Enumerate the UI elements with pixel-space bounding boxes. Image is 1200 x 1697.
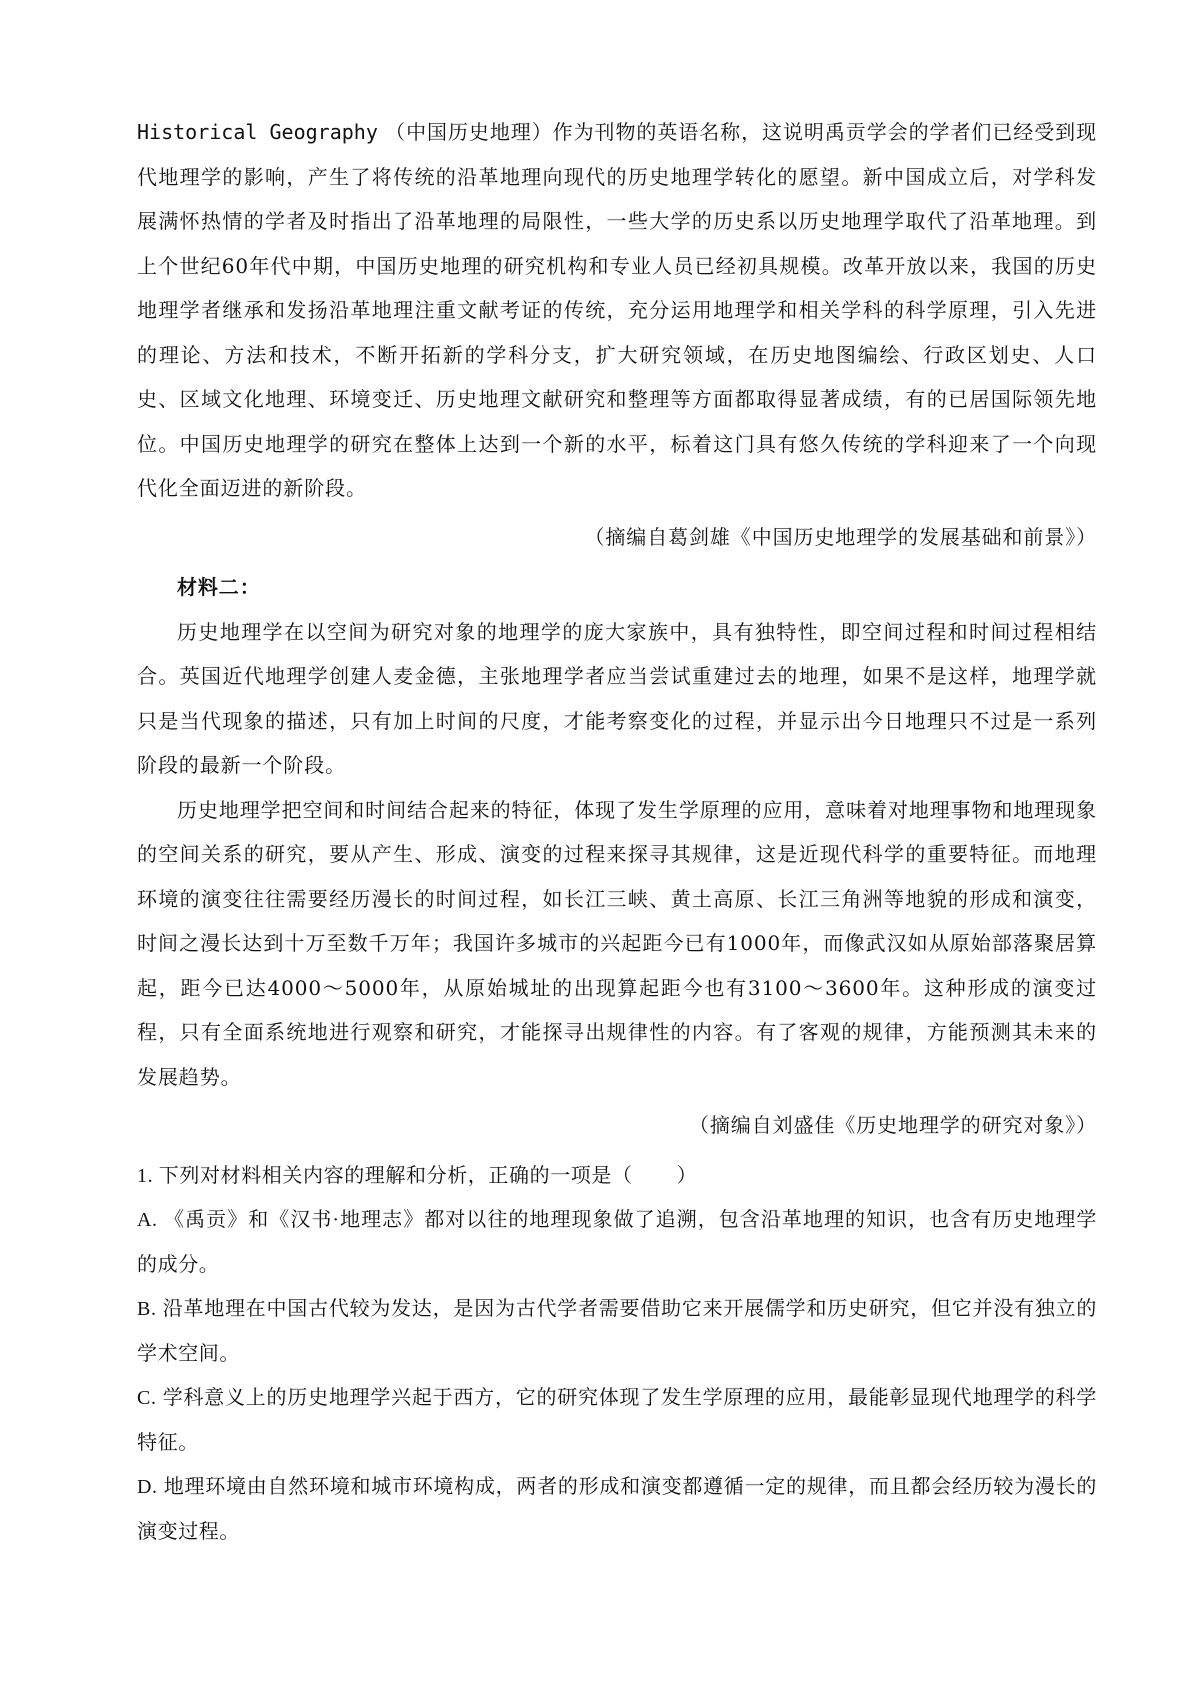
journal-english-name: Historical Geography <box>137 120 378 144</box>
question-stem-close: ） <box>676 1164 698 1187</box>
option-d <box>137 1465 1097 1554</box>
option-letter: A. <box>137 1209 158 1231</box>
option-c <box>137 1376 1097 1465</box>
option-text: 地理环境由自然环境和城市环境构成，两者的形成和演变都遵循一定的规律，而且都会经历较为漫长的演变过程。 <box>137 1476 1097 1543</box>
option-letter: B. <box>137 1298 157 1320</box>
document-content <box>137 110 1097 1554</box>
question-stem-text: 1. 下列对材料相关内容的理解和分析，正确的一项是（ <box>137 1164 633 1187</box>
material2-paragraph-2: 历史地理学把空间和时间结合起来的特征，体现了发生学原理的应用，意味着对地理事物和地理现象的空间关系的研究，要从产生、形成、演变的过程来探寻其规律，这是近现代科学的重要特征。而地理环境的演变往往需要经历漫长的时间过程，如长江三峡、黄土高原、长江三角洲等地貌的形成和演变，时间之漫长达到十万至数千万年；我国许多城市的兴起距今已有1000年，而像武汉如从原始部落聚居算起，距今已达4000～5000年，从原始城址的出现算起距今也有3100～3600年。这种形成的演变过程，只有全面系统地进行观察和研究，才能探寻出规律性的内容。有了客观的规律，方能预测其未来的发展趋势。 <box>137 797 1097 1089</box>
material1-text: （中国历史地理）作为刊物的英语名称，这说明禹贡学会的学者们已经受到现代地理学的影响，产生了将传统的沿革地理向现代的历史地理学转化的愿望。新中国成立后，对学科发展满怀热情的学者及时指出了沿革地理的局限性，一些大学的历史系以历史地理学取代了沿革地理。到上个世纪60年代中期，中国历史地理的研究机构和专业人员已经初具规模。改革开放以来，我国的历史地理学者继承和发扬沿革地理注重文献考证的传统，充分运用地理学和相关学科的科学原理，引入先进的理论、方法和技术，不断开拓新的学科分支，扩大研究领域，在历史地图编绘、行政区划史、人口史、区域文化地理、环境变迁、历史地理文献研究和整理等方面都取得显著成绩，有的已居国际领先地位。中国历史地理学的研究在整体上达到一个新的水平，标着这门具有悠久传统的学科迎来了一个向现代化全面迈进的新阶段。 <box>137 120 1097 500</box>
material1-source: （摘编自葛剑雄《中国历史地理学的发展基础和前景》） <box>584 524 1097 549</box>
material2-heading: 材料二： <box>177 575 261 599</box>
material1-paragraph <box>137 110 1097 511</box>
material2-paragraph-1: 历史地理学在以空间为研究对象的地理学的庞大家族中，具有独特性，即空间过程和时间过程相结合。英国近代地理学创建人麦金德，主张地理学者应当尝试重建过去的地理，如果不是这样，地理学就只是当代现象的描述，只有加上时间的尺度，才能考察变化的过程，并显示出今日地理只不过是一系列阶段的最新一个阶段。 <box>137 619 1097 777</box>
option-text: 学科意义上的历史地理学兴起于西方，它的研究体现了发生学原理的应用，最能彰显现代地理学的科学特征。 <box>137 1387 1097 1454</box>
question-stem <box>137 1154 1097 1199</box>
option-letter: D. <box>137 1476 158 1498</box>
option-b <box>137 1287 1097 1376</box>
option-text: 《禹贡》和《汉书·地理志》都对以往的地理现象做了追溯，包含沿革地理的知识，也含有历史地理学的成分。 <box>137 1209 1097 1276</box>
material2-source: （摘编自刘盛佳《历史地理学的研究对象》） <box>689 1113 1097 1137</box>
option-letter: C. <box>137 1387 157 1409</box>
option-text: 沿革地理在中国古代较为发达，是因为古代学者需要借助它来开展儒学和历史研究，但它并没有独立的学术空间。 <box>137 1298 1097 1365</box>
option-a <box>137 1198 1097 1287</box>
